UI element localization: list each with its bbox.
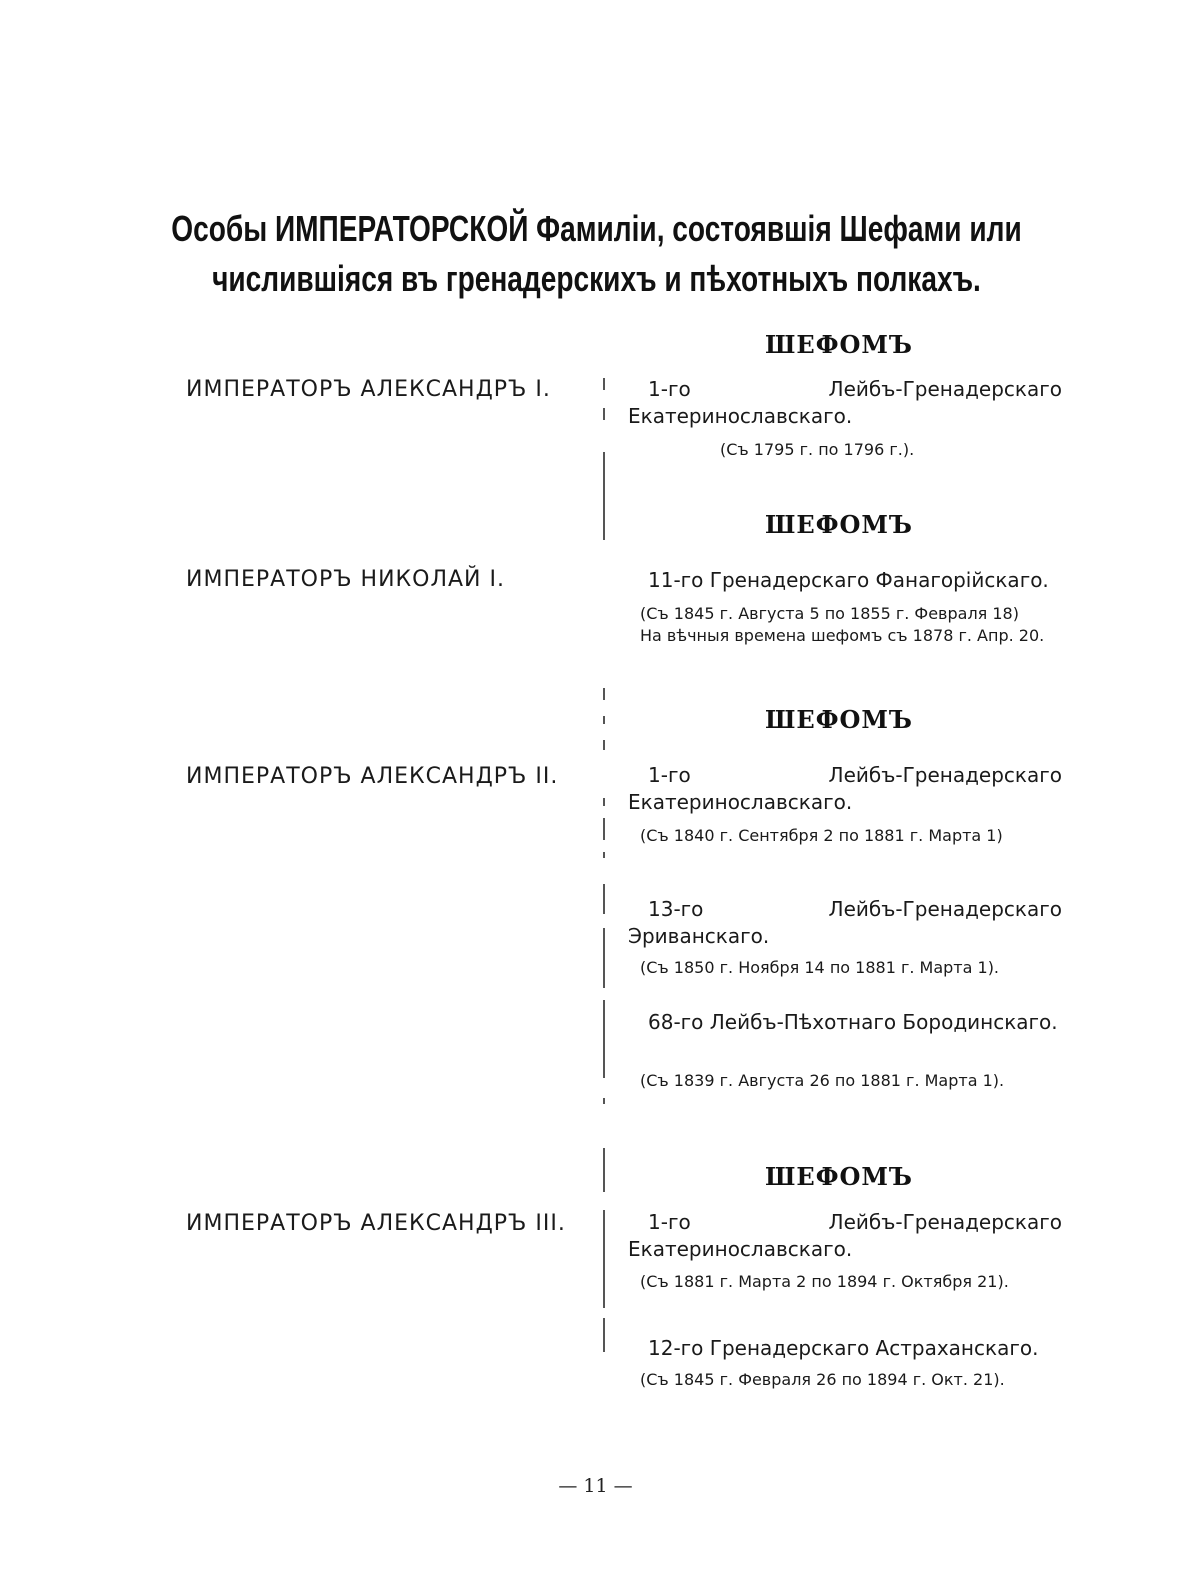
regiment-name: 12-го Гренадерскаго Астраханскаго. [648,1336,1039,1360]
chief-heading: ШЕФОМЪ [765,705,913,734]
regiment-name: 11-го Гренадерскаго Фанагорiйскаго. [648,568,1049,592]
chief-heading: ШЕФОМЪ [765,330,913,359]
regiment-name: 1-го Лейбъ-Гренадерскаго Екатеринославскаго. [628,377,1062,428]
chief-heading: ШЕФОМЪ [765,510,913,539]
chief-period: (Съ 1795 г. по 1796 г.). [720,440,915,459]
page-number: — 11 — [558,1475,633,1497]
page-title-line-1: Особы ИМПЕРАТОРСКОЙ Фамилiи, состоявшiя Шефами или [171,208,1022,249]
regiment-name: 13-го Лейбъ-Гренадерскаго Эриванскаго. [628,897,1062,948]
chief-note: На вѣчныя времена шефомъ съ 1878 г. Апр. 20. [640,626,1045,645]
chief-heading: ШЕФОМЪ [765,1162,913,1191]
emperor-name: ИМПЕРАТОРЪ АЛЕКСАНДРЪ III. [186,1211,566,1236]
emperor-name: ИМПЕРАТОРЪ АЛЕКСАНДРЪ II. [186,764,559,789]
emperor-name: ИМПЕРАТОРЪ АЛЕКСАНДРЪ I. [186,377,551,402]
chief-period: (Съ 1881 г. Марта 2 по 1894 г. Октября 21). [640,1272,1009,1291]
emperor-name: ИМПЕРАТОРЪ НИКОЛАЙ I. [186,567,505,592]
chief-period: (Съ 1845 г. Февраля 26 по 1894 г. Окт. 21). [640,1370,1005,1389]
chief-period: (Съ 1845 г. Августа 5 по 1855 г. Февраля 18) [640,604,1019,623]
chief-period: (Съ 1839 г. Августа 26 по 1881 г. Марта 1). [640,1071,1005,1090]
page-title-line-2: числившiяся въ гренадерскихъ и пѣхотныхъ полкахъ. [212,258,981,299]
chief-period: (Съ 1840 г. Сентября 2 по 1881 г. Марта 1) [640,826,1003,845]
regiment-name: 68-го Лейбъ-Пѣхотнаго Бородинскаго. [648,1010,1058,1034]
chief-period: (Съ 1850 г. Ноября 14 по 1881 г. Марта 1). [640,958,1000,977]
regiment-name: 1-го Лейбъ-Гренадерскаго Екатеринославскаго. [628,763,1062,814]
regiment-name: 1-го Лейбъ-Гренадерскаго Екатеринославскаго. [628,1210,1062,1261]
